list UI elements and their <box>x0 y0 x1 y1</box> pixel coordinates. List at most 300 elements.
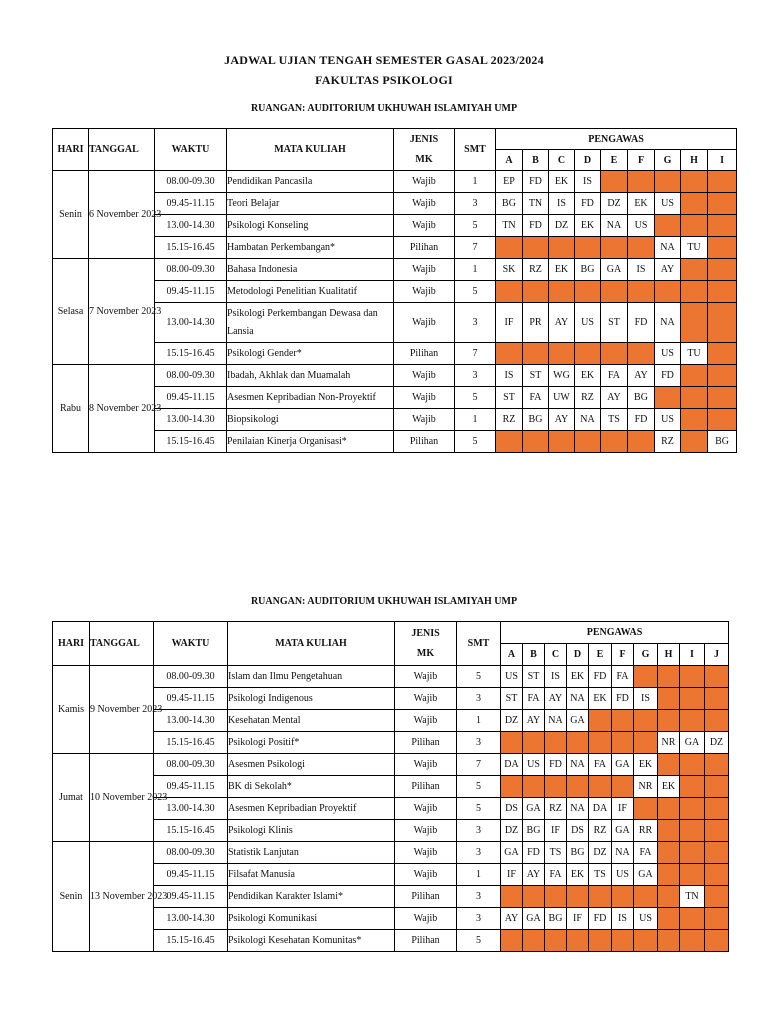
table-row <box>53 281 737 303</box>
time-cell: 09.45-11.15 <box>155 193 227 215</box>
type-cell: Pilihan <box>395 930 457 952</box>
pengawas-empty-cell <box>549 431 575 453</box>
type-cell: Wajib <box>395 820 457 842</box>
course-cell: Teori Belajar <box>227 193 394 215</box>
header-tanggal: TANGGAL <box>89 129 155 171</box>
pengawas-cell: TU <box>681 237 708 259</box>
time-cell: 13.00-14.30 <box>155 215 227 237</box>
semester-cell: 1 <box>457 864 501 886</box>
pengawas-empty-cell <box>680 688 705 710</box>
pengawas-empty-cell <box>601 343 628 365</box>
pengawas-empty-cell <box>496 431 523 453</box>
pengawas-cell: AY <box>501 908 523 930</box>
pengawas-cell: BG <box>628 387 655 409</box>
semester-cell: 7 <box>457 754 501 776</box>
course-cell: BK di Sekolah* <box>228 776 395 798</box>
pengawas-col-label: I <box>708 150 737 171</box>
pengawas-cell: IS <box>612 908 634 930</box>
pengawas-empty-cell <box>575 343 601 365</box>
pengawas-cell: FD <box>655 365 681 387</box>
pengawas-empty-cell <box>705 930 729 952</box>
pengawas-empty-cell <box>523 886 545 908</box>
pengawas-empty-cell <box>523 237 549 259</box>
pengawas-cell: BG <box>708 431 737 453</box>
time-cell: 08.00-09.30 <box>154 754 228 776</box>
table-row <box>53 237 737 259</box>
table-row <box>53 171 737 193</box>
table-row <box>53 431 737 453</box>
pengawas-cell: EK <box>658 776 680 798</box>
pengawas-empty-cell <box>705 798 729 820</box>
time-cell: 13.00-14.30 <box>154 798 228 820</box>
semester-cell: 3 <box>457 688 501 710</box>
pengawas-empty-cell <box>567 930 589 952</box>
pengawas-empty-cell <box>708 409 737 431</box>
pengawas-cell: IF <box>567 908 589 930</box>
pengawas-empty-cell <box>523 732 545 754</box>
table-row <box>53 754 729 776</box>
pengawas-empty-cell <box>589 710 612 732</box>
pengawas-cell: RZ <box>545 798 567 820</box>
course-cell: Bahasa Indonesia <box>227 259 394 281</box>
pengawas-cell: BG <box>575 259 601 281</box>
pengawas-cell: FA <box>545 864 567 886</box>
course-cell: Statistik Lanjutan <box>228 842 395 864</box>
pengawas-cell: UW <box>549 387 575 409</box>
pengawas-cell: EK <box>628 193 655 215</box>
pengawas-cell: EP <box>496 171 523 193</box>
course-cell: Psikologi Konseling <box>227 215 394 237</box>
semester-cell: 1 <box>455 171 496 193</box>
pengawas-cell: GA <box>634 864 658 886</box>
pengawas-empty-cell <box>708 365 737 387</box>
pengawas-empty-cell <box>680 666 705 688</box>
type-cell: Wajib <box>394 171 455 193</box>
pengawas-empty-cell <box>708 259 737 281</box>
pengawas-cell: US <box>501 666 523 688</box>
header-jenis-line1: JENIS <box>411 627 440 639</box>
pengawas-empty-cell <box>658 820 680 842</box>
pengawas-col-label: H <box>681 150 708 171</box>
pengawas-empty-cell <box>705 864 729 886</box>
semester-cell: 7 <box>455 343 496 365</box>
pengawas-empty-cell <box>589 930 612 952</box>
pengawas-empty-cell <box>628 171 655 193</box>
course-cell: Kesehatan Mental <box>228 710 395 732</box>
pengawas-cell: EK <box>634 754 658 776</box>
type-cell: Pilihan <box>394 237 455 259</box>
type-cell: Wajib <box>394 409 455 431</box>
pengawas-empty-cell <box>612 710 634 732</box>
time-cell: 13.00-14.30 <box>154 908 228 930</box>
pengawas-empty-cell <box>601 171 628 193</box>
course-cell: Asesmen Kepribadian Proyektif <box>228 798 395 820</box>
pengawas-cell: AY <box>628 365 655 387</box>
pengawas-empty-cell <box>681 281 708 303</box>
time-cell: 08.00-09.30 <box>155 365 227 387</box>
pengawas-empty-cell <box>705 908 729 930</box>
pengawas-empty-cell <box>681 193 708 215</box>
pengawas-empty-cell <box>549 237 575 259</box>
course-cell: Asesmen Kepribadian Non-Proyektif <box>227 387 394 409</box>
type-cell: Wajib <box>394 387 455 409</box>
pengawas-empty-cell <box>680 930 705 952</box>
pengawas-cell: IF <box>501 864 523 886</box>
pengawas-empty-cell <box>680 820 705 842</box>
day-cell: Senin <box>53 171 89 259</box>
pengawas-cell: US <box>655 409 681 431</box>
pengawas-empty-cell <box>545 930 567 952</box>
pengawas-cell: ST <box>523 666 545 688</box>
pengawas-empty-cell <box>612 886 634 908</box>
pengawas-col-label: F <box>628 150 655 171</box>
time-cell: 08.00-09.30 <box>155 171 227 193</box>
semester-cell: 5 <box>455 281 496 303</box>
pengawas-cell: IS <box>575 171 601 193</box>
pengawas-cell: AY <box>523 864 545 886</box>
course-cell: Psikologi Positif* <box>228 732 395 754</box>
pengawas-col-label: J <box>705 644 729 666</box>
time-cell: 08.00-09.30 <box>154 666 228 688</box>
pengawas-empty-cell <box>708 303 737 343</box>
pengawas-col-label: H <box>658 644 680 666</box>
pengawas-col-label: D <box>567 644 589 666</box>
pengawas-empty-cell <box>681 303 708 343</box>
pengawas-cell: GA <box>501 842 523 864</box>
time-cell: 08.00-09.30 <box>154 842 228 864</box>
type-cell: Wajib <box>395 798 457 820</box>
doc-faculty: FAKULTAS PSIKOLOGI <box>315 73 453 87</box>
pengawas-cell: DS <box>501 798 523 820</box>
pengawas-empty-cell <box>708 281 737 303</box>
pengawas-empty-cell <box>545 776 567 798</box>
type-cell: Pilihan <box>394 431 455 453</box>
pengawas-cell: BG <box>523 820 545 842</box>
type-cell: Wajib <box>394 193 455 215</box>
pengawas-empty-cell <box>680 864 705 886</box>
pengawas-cell: FD <box>523 842 545 864</box>
pengawas-empty-cell <box>680 710 705 732</box>
pengawas-empty-cell <box>708 237 737 259</box>
pengawas-empty-cell <box>575 237 601 259</box>
pengawas-empty-cell <box>612 930 634 952</box>
pengawas-cell: DZ <box>501 710 523 732</box>
pengawas-cell: NA <box>575 409 601 431</box>
course-cell: Islam dan Ilmu Pengetahuan <box>228 666 395 688</box>
pengawas-empty-cell <box>658 688 680 710</box>
time-cell: 15.15-16.45 <box>155 431 227 453</box>
pengawas-col-label: G <box>655 150 681 171</box>
semester-cell: 3 <box>457 732 501 754</box>
pengawas-col-label: G <box>634 644 658 666</box>
room-label-1: RUANGAN: AUDITORIUM UKHUWAH ISLAMIYAH UMP <box>250 103 518 114</box>
type-cell: Wajib <box>394 281 455 303</box>
pengawas-empty-cell <box>612 776 634 798</box>
pengawas-cell: IF <box>496 303 523 343</box>
pengawas-empty-cell <box>658 798 680 820</box>
pengawas-empty-cell <box>658 908 680 930</box>
header-pengawas: PENGAWAS <box>501 622 729 644</box>
pengawas-cell: AY <box>655 259 681 281</box>
pengawas-cell: US <box>628 215 655 237</box>
pengawas-cell: US <box>634 908 658 930</box>
pengawas-empty-cell <box>545 732 567 754</box>
pengawas-cell: US <box>575 303 601 343</box>
pengawas-cell: BG <box>545 908 567 930</box>
pengawas-empty-cell <box>681 387 708 409</box>
day-cell: Senin <box>53 842 90 952</box>
pengawas-empty-cell <box>658 842 680 864</box>
time-cell: 09.45-11.15 <box>154 864 228 886</box>
time-cell: 15.15-16.45 <box>155 237 227 259</box>
pengawas-cell: ST <box>496 387 523 409</box>
pengawas-empty-cell <box>634 930 658 952</box>
pengawas-empty-cell <box>501 732 523 754</box>
pengawas-cell: FA <box>523 387 549 409</box>
time-cell: 15.15-16.45 <box>154 820 228 842</box>
pengawas-cell: FD <box>523 171 549 193</box>
pengawas-empty-cell <box>612 732 634 754</box>
semester-cell: 7 <box>455 237 496 259</box>
pengawas-cell: GA <box>523 798 545 820</box>
pengawas-empty-cell <box>628 343 655 365</box>
pengawas-cell: TU <box>681 343 708 365</box>
semester-cell: 3 <box>455 193 496 215</box>
pengawas-cell: FA <box>523 688 545 710</box>
time-cell: 09.45-11.15 <box>154 688 228 710</box>
pengawas-cell: AY <box>601 387 628 409</box>
pengawas-cell: FD <box>589 666 612 688</box>
pengawas-cell: IS <box>634 688 658 710</box>
semester-cell: 5 <box>457 776 501 798</box>
pengawas-empty-cell <box>680 776 705 798</box>
pengawas-empty-cell <box>680 798 705 820</box>
pengawas-cell: NA <box>567 798 589 820</box>
date-cell: 6 November 2023 <box>89 171 155 259</box>
type-cell: Wajib <box>395 908 457 930</box>
header-smt: SMT <box>457 622 501 666</box>
pengawas-cell: TS <box>545 842 567 864</box>
header-jenis-line2: MK <box>416 647 435 659</box>
pengawas-empty-cell <box>634 666 658 688</box>
pengawas-empty-cell <box>634 798 658 820</box>
pengawas-empty-cell <box>501 930 523 952</box>
time-cell: 09.45-11.15 <box>154 776 228 798</box>
semester-cell: 5 <box>457 930 501 952</box>
pengawas-empty-cell <box>523 930 545 952</box>
day-cell: Kamis <box>53 666 90 754</box>
pengawas-cell: NA <box>567 688 589 710</box>
day-cell: Selasa <box>53 259 89 365</box>
pengawas-empty-cell <box>601 431 628 453</box>
pengawas-col-label: B <box>523 644 545 666</box>
course-cell: Asesmen Psikologi <box>228 754 395 776</box>
pengawas-cell: EK <box>549 171 575 193</box>
semester-cell: 3 <box>457 908 501 930</box>
pengawas-empty-cell <box>705 666 729 688</box>
pengawas-cell: EK <box>589 688 612 710</box>
pengawas-empty-cell <box>681 171 708 193</box>
course-cell: Pendidikan Pancasila <box>227 171 394 193</box>
course-cell: Psikologi Kesehatan Komunitas* <box>228 930 395 952</box>
pengawas-empty-cell <box>628 237 655 259</box>
type-cell: Wajib <box>395 754 457 776</box>
pengawas-cell: NA <box>655 303 681 343</box>
table-row <box>53 365 737 387</box>
pengawas-cell: NA <box>655 237 681 259</box>
semester-cell: 3 <box>455 365 496 387</box>
pengawas-cell: RZ <box>496 409 523 431</box>
pengawas-cell: WG <box>549 365 575 387</box>
table-row <box>53 864 729 886</box>
time-cell: 13.00-14.30 <box>154 710 228 732</box>
pengawas-empty-cell <box>501 886 523 908</box>
pengawas-col-label: I <box>680 644 705 666</box>
pengawas-cell: GA <box>612 820 634 842</box>
table-row <box>53 820 729 842</box>
room-label-2: RUANGAN: AUDITORIUM UKHUWAH ISLAMIYAH UMP <box>250 596 518 607</box>
pengawas-empty-cell <box>658 754 680 776</box>
pengawas-empty-cell <box>496 343 523 365</box>
course-cell: Hambatan Perkembangan* <box>227 237 394 259</box>
pengawas-empty-cell <box>681 431 708 453</box>
pengawas-cell: IS <box>549 193 575 215</box>
type-cell: Wajib <box>395 688 457 710</box>
pengawas-empty-cell <box>589 732 612 754</box>
table-row <box>53 343 737 365</box>
time-cell: 15.15-16.45 <box>155 343 227 365</box>
pengawas-empty-cell <box>567 732 589 754</box>
semester-cell: 5 <box>457 798 501 820</box>
pengawas-cell: FD <box>628 303 655 343</box>
pengawas-cell: DS <box>567 820 589 842</box>
table-row <box>53 666 729 688</box>
date-cell: 10 November 2023 <box>90 754 154 842</box>
time-cell: 13.00-14.30 <box>155 303 227 343</box>
type-cell: Pilihan <box>395 732 457 754</box>
pengawas-cell: US <box>655 343 681 365</box>
pengawas-empty-cell <box>634 710 658 732</box>
type-cell: Wajib <box>395 710 457 732</box>
pengawas-empty-cell <box>708 387 737 409</box>
semester-cell: 1 <box>455 409 496 431</box>
pengawas-cell: NA <box>545 710 567 732</box>
pengawas-cell: RR <box>634 820 658 842</box>
semester-cell: 5 <box>455 215 496 237</box>
course-cell: Ibadah, Akhlak dan Muamalah <box>227 365 394 387</box>
pengawas-cell: IS <box>496 365 523 387</box>
pengawas-cell: RZ <box>655 431 681 453</box>
pengawas-cell: NA <box>567 754 589 776</box>
day-cell: Rabu <box>53 365 89 453</box>
semester-cell: 5 <box>455 387 496 409</box>
pengawas-cell: AY <box>545 688 567 710</box>
pengawas-empty-cell <box>549 281 575 303</box>
pengawas-empty-cell <box>589 886 612 908</box>
pengawas-cell: IS <box>545 666 567 688</box>
pengawas-empty-cell <box>681 215 708 237</box>
pengawas-cell: NR <box>658 732 680 754</box>
pengawas-empty-cell <box>708 215 737 237</box>
time-cell: 15.15-16.45 <box>154 930 228 952</box>
pengawas-empty-cell <box>589 776 612 798</box>
pengawas-empty-cell <box>680 842 705 864</box>
semester-cell: 3 <box>457 842 501 864</box>
pengawas-cell: FD <box>589 908 612 930</box>
pengawas-cell: GA <box>523 908 545 930</box>
pengawas-empty-cell <box>705 710 729 732</box>
pengawas-cell: DA <box>589 798 612 820</box>
pengawas-empty-cell <box>496 281 523 303</box>
course-cell: Psikologi Komunikasi <box>228 908 395 930</box>
pengawas-col-label: B <box>523 150 549 171</box>
pengawas-cell: ST <box>601 303 628 343</box>
pengawas-cell: FD <box>612 688 634 710</box>
pengawas-empty-cell <box>523 431 549 453</box>
pengawas-cell: ST <box>523 365 549 387</box>
pengawas-empty-cell <box>681 409 708 431</box>
pengawas-cell: DZ <box>589 842 612 864</box>
course-cell: Psikologi Perkembangan Dewasa dan Lansia <box>227 303 394 343</box>
semester-cell: 5 <box>455 431 496 453</box>
pengawas-cell: RZ <box>575 387 601 409</box>
pengawas-cell: EK <box>575 365 601 387</box>
date-cell: 9 November 2023 <box>90 666 154 754</box>
pengawas-empty-cell <box>601 237 628 259</box>
pengawas-cell: RZ <box>589 820 612 842</box>
pengawas-cell: DZ <box>601 193 628 215</box>
type-cell: Wajib <box>394 303 455 343</box>
pengawas-empty-cell <box>567 886 589 908</box>
header-jenis-mk <box>394 129 455 171</box>
date-cell: 13 November 2023 <box>90 842 154 952</box>
header-mata-kuliah: MATA KULIAH <box>227 129 394 171</box>
pengawas-empty-cell <box>708 343 737 365</box>
pengawas-cell: TS <box>601 409 628 431</box>
header-smt: SMT <box>455 129 496 171</box>
date-cell: 8 November 2023 <box>89 365 155 453</box>
course-cell: Psikologi Indigenous <box>228 688 395 710</box>
pengawas-empty-cell <box>523 776 545 798</box>
type-cell: Wajib <box>395 842 457 864</box>
pengawas-empty-cell <box>705 820 729 842</box>
semester-cell: 1 <box>455 259 496 281</box>
pengawas-col-label: E <box>589 644 612 666</box>
time-cell: 15.15-16.45 <box>154 732 228 754</box>
type-cell: Wajib <box>394 365 455 387</box>
pengawas-cell: BG <box>523 409 549 431</box>
doc-title: JADWAL UJIAN TENGAH SEMESTER GASAL 2023/2024 <box>224 53 544 67</box>
pengawas-cell: IF <box>545 820 567 842</box>
type-cell: Pilihan <box>395 886 457 908</box>
course-cell: Penilaian Kinerja Organisasi* <box>227 431 394 453</box>
course-cell: Metodologi Penelitian Kualitatif <box>227 281 394 303</box>
pengawas-cell: AY <box>523 710 545 732</box>
pengawas-empty-cell <box>708 193 737 215</box>
type-cell: Wajib <box>395 666 457 688</box>
pengawas-empty-cell <box>705 754 729 776</box>
pengawas-cell: TS <box>589 864 612 886</box>
type-cell: Wajib <box>394 259 455 281</box>
pengawas-cell: GA <box>680 732 705 754</box>
pengawas-col-label: E <box>601 150 628 171</box>
pengawas-empty-cell <box>549 343 575 365</box>
pengawas-empty-cell <box>628 431 655 453</box>
header-jenis-line1: JENIS <box>409 133 439 145</box>
pengawas-cell: AY <box>549 409 575 431</box>
semester-cell: 3 <box>457 886 501 908</box>
pengawas-cell: NA <box>601 215 628 237</box>
